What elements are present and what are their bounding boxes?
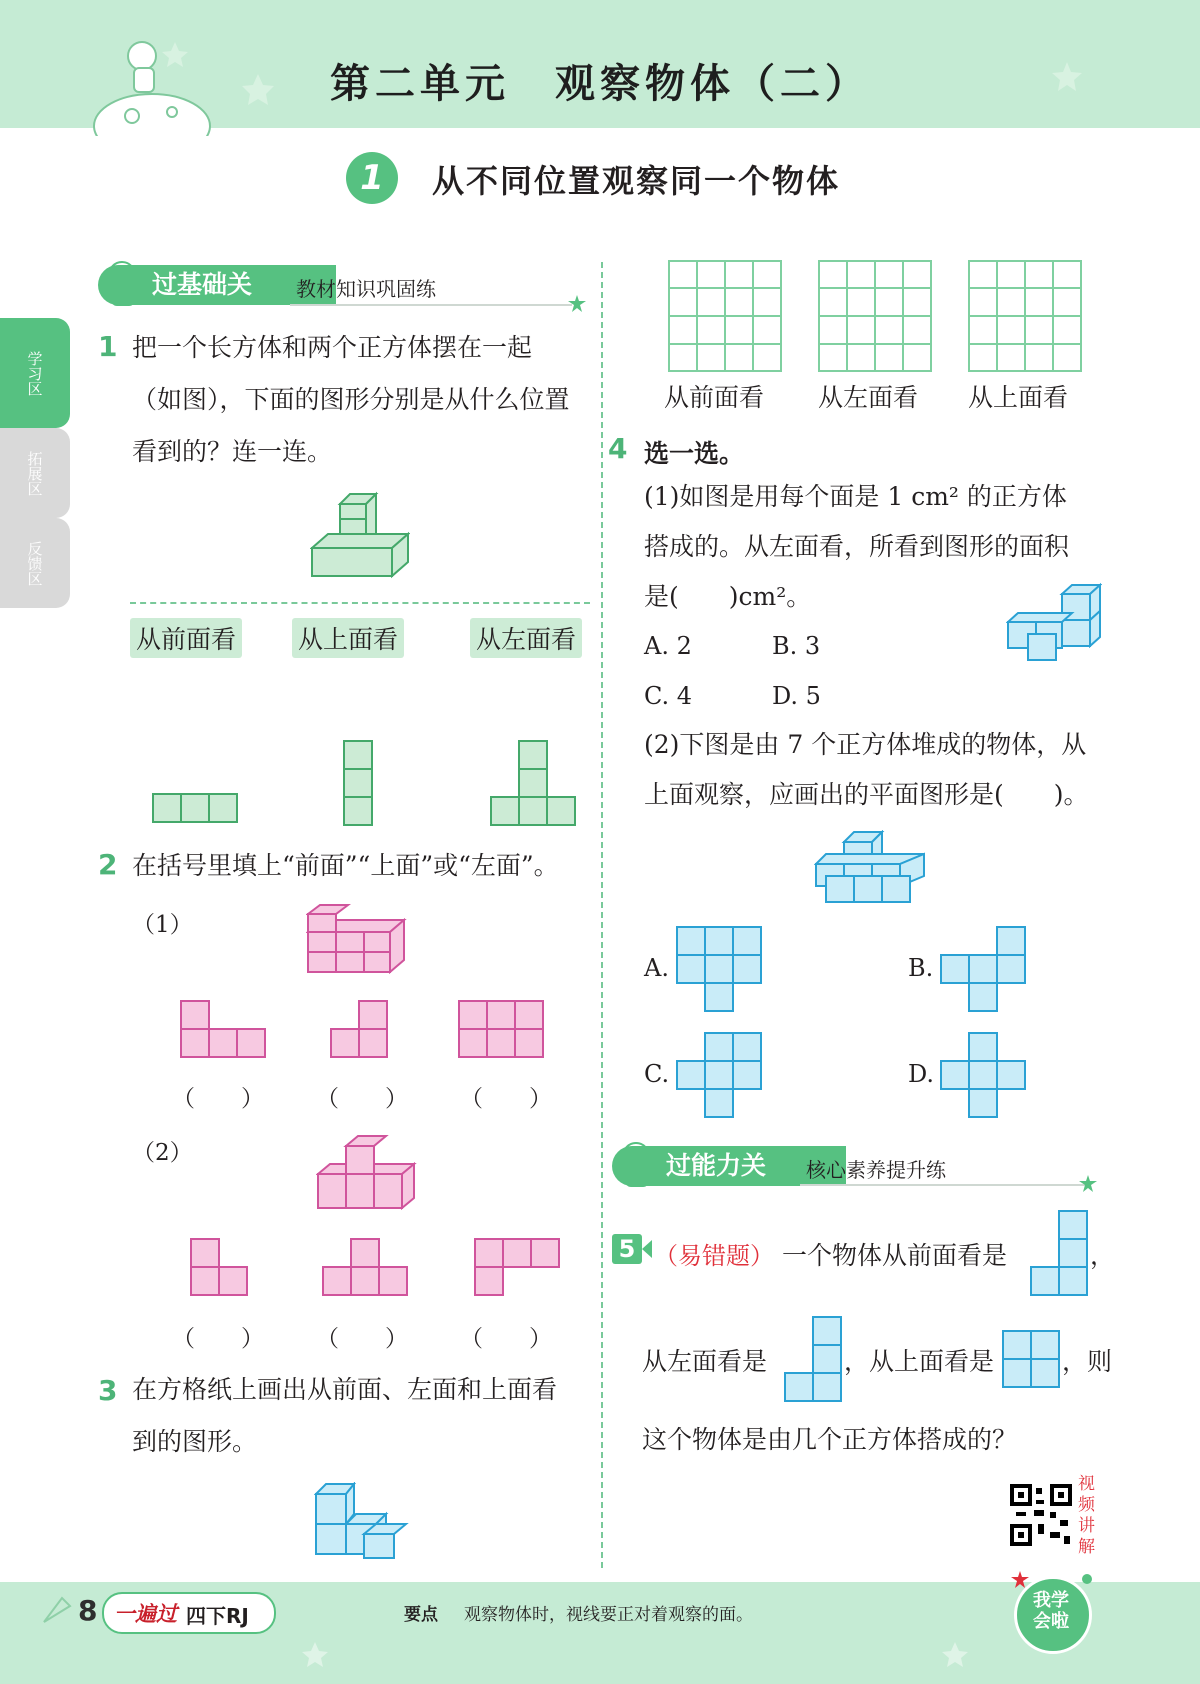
pink-t-figure: [322, 1238, 408, 1296]
rocket-icon: [36, 1590, 76, 1630]
side-tab-extend[interactable]: 拓展区: [0, 428, 70, 518]
section-basic-title: 过基础关: [98, 265, 336, 305]
question-number: 3: [98, 1374, 118, 1407]
section-basic-rule: [290, 304, 572, 306]
blue-stairs-figure: [1006, 582, 1102, 662]
grid-label: 从前面看: [664, 383, 765, 412]
question-1-text: [132, 322, 592, 478]
text-line: 在方格纸上画出从前面、左面和上面看: [132, 1375, 558, 1404]
question-number: 1: [98, 330, 118, 363]
pink-rectangle-figure: [458, 1000, 544, 1058]
front-view-figure: [1030, 1210, 1088, 1296]
book-grade: 四下RJ: [186, 1604, 249, 1628]
dashed-separator: [130, 602, 590, 604]
star-icon: [567, 294, 587, 314]
lesson-number: 1: [346, 152, 398, 204]
book-brand: 一遍过: [114, 1602, 177, 1626]
qr-code-icon[interactable]: [1010, 1484, 1072, 1546]
part-label: （2）: [132, 1140, 193, 1166]
top-view-figure: [1002, 1330, 1060, 1388]
star-icon: [300, 1640, 330, 1670]
option-b[interactable]: B.: [908, 954, 934, 982]
text-line: (2)下图是由 7 个正方体堆成的物体，从: [644, 730, 1087, 759]
q5-text: ，: [1090, 1241, 1116, 1270]
text-line: 到的图形。: [132, 1427, 258, 1456]
video-marker-icon: [642, 1240, 652, 1258]
view-label[interactable]: 从上面看: [292, 618, 404, 658]
section-ability-title: 过能力关: [612, 1146, 846, 1186]
drawing-grid[interactable]: [668, 260, 782, 372]
view-label[interactable]: 从前面看: [130, 618, 242, 658]
answer-blank[interactable]: （ ）: [460, 1326, 552, 1352]
page-number: 8: [78, 1594, 98, 1627]
cuboid-figure: [310, 490, 410, 590]
star-icon: [1010, 1570, 1030, 1590]
q5-text: ，则: [1062, 1347, 1113, 1376]
blue-cubes-figure: [314, 1482, 410, 1560]
option-d[interactable]: D. 5: [772, 682, 821, 710]
answer-blank[interactable]: （ ）: [172, 1326, 264, 1352]
option-a[interactable]: A.: [644, 954, 669, 982]
option-c[interactable]: C.: [644, 1060, 670, 1088]
text-line: 上面观察，应画出的平面图形是( )。: [644, 780, 1089, 809]
pink-l-figure: [190, 1238, 248, 1296]
t-shape-figure[interactable]: [490, 740, 576, 826]
option-b-figure[interactable]: [940, 926, 1026, 1012]
question-2-text: 在括号里填上“前面”“上面”或“左面”。: [132, 851, 559, 880]
column-divider: [601, 262, 603, 1568]
text-line: 把一个长方体和两个正方体摆在一起: [132, 333, 533, 362]
lesson-title: 从不同位置观察同一个物体: [432, 162, 841, 200]
grid-label: 从上面看: [968, 383, 1069, 412]
question-number: 4: [608, 432, 628, 465]
text-line: 搭成的。从左面看，所看到图形的面积: [644, 532, 1070, 561]
question-4-part2-text: [644, 720, 1114, 820]
view-label[interactable]: 从左面看: [470, 618, 582, 658]
key-point-label: 要点: [404, 1605, 438, 1625]
section-basic-subtitle: 教材知识巩固练: [296, 277, 436, 301]
answer-blank[interactable]: （ ）: [460, 1086, 552, 1112]
part-label: （1）: [132, 912, 193, 938]
side-tab-study[interactable]: 学习区: [0, 318, 70, 428]
q5-text: 从左面看是: [642, 1347, 768, 1376]
pink-l-shape-figure: [180, 1000, 266, 1058]
answer-blank[interactable]: （ ）: [316, 1326, 408, 1352]
text-line: （如图），下面的图形分别是从什么位置: [132, 385, 570, 414]
text-line: (1)如图是用每个面是 1 cm² 的正方体: [644, 482, 1067, 511]
text-line: 是( )cm²。: [644, 582, 812, 611]
answer-blank[interactable]: （ ）: [316, 1086, 408, 1112]
pink-stack-figure: [316, 1134, 420, 1212]
question-number: 5: [612, 1234, 642, 1264]
text-line: 看到的？连一连。: [132, 437, 333, 466]
q5-text: ，从上面看是: [844, 1347, 995, 1376]
section-ability-rule: [800, 1184, 1088, 1186]
star-icon: [940, 1640, 970, 1670]
grid-label: 从左面看: [818, 383, 919, 412]
dot-decoration: [1082, 1574, 1092, 1584]
left-view-figure: [784, 1316, 842, 1402]
flat-three-squares-figure[interactable]: [152, 793, 238, 823]
option-d-figure[interactable]: [940, 1032, 1026, 1118]
answer-blank[interactable]: （ ）: [172, 1086, 264, 1112]
drawing-grid[interactable]: [818, 260, 932, 372]
drawing-grid[interactable]: [968, 260, 1082, 372]
question-4-title: 选一选。: [644, 439, 745, 468]
option-d[interactable]: D.: [908, 1060, 935, 1088]
pink-small-l-figure: [330, 1000, 388, 1058]
option-a[interactable]: A. 2: [644, 632, 692, 660]
video-explanation-label[interactable]: 视频讲解: [1078, 1474, 1095, 1557]
mascot-text: 我学会啦: [1033, 1590, 1069, 1632]
option-c[interactable]: C. 4: [644, 682, 693, 710]
question-number: 2: [98, 848, 118, 881]
option-b[interactable]: B. 3: [772, 632, 821, 660]
vertical-three-squares-figure[interactable]: [343, 740, 373, 826]
key-point-text: 观察物体时，视线要正对着观察的面。: [464, 1605, 753, 1625]
error-prone-tag: （易错题）: [654, 1242, 774, 1270]
unit-title: 第二单元 观察物体（二）: [330, 61, 870, 107]
question-3-text: [132, 1364, 592, 1468]
pink-cubes-figure: [306, 904, 412, 974]
option-a-figure[interactable]: [676, 926, 762, 1012]
seven-cubes-figure: [814, 830, 930, 904]
pink-reverse-l-figure: [474, 1238, 560, 1296]
q5-text: 一个物体从前面看是: [782, 1241, 1008, 1270]
side-tab-feedback[interactable]: 反馈区: [0, 518, 70, 608]
q5-text: 这个物体是由几个正方体搭成的？: [642, 1425, 1018, 1454]
option-c-figure[interactable]: [676, 1032, 762, 1118]
section-ability-subtitle: 核心素养提升练: [806, 1158, 946, 1182]
star-icon: [1078, 1174, 1098, 1194]
